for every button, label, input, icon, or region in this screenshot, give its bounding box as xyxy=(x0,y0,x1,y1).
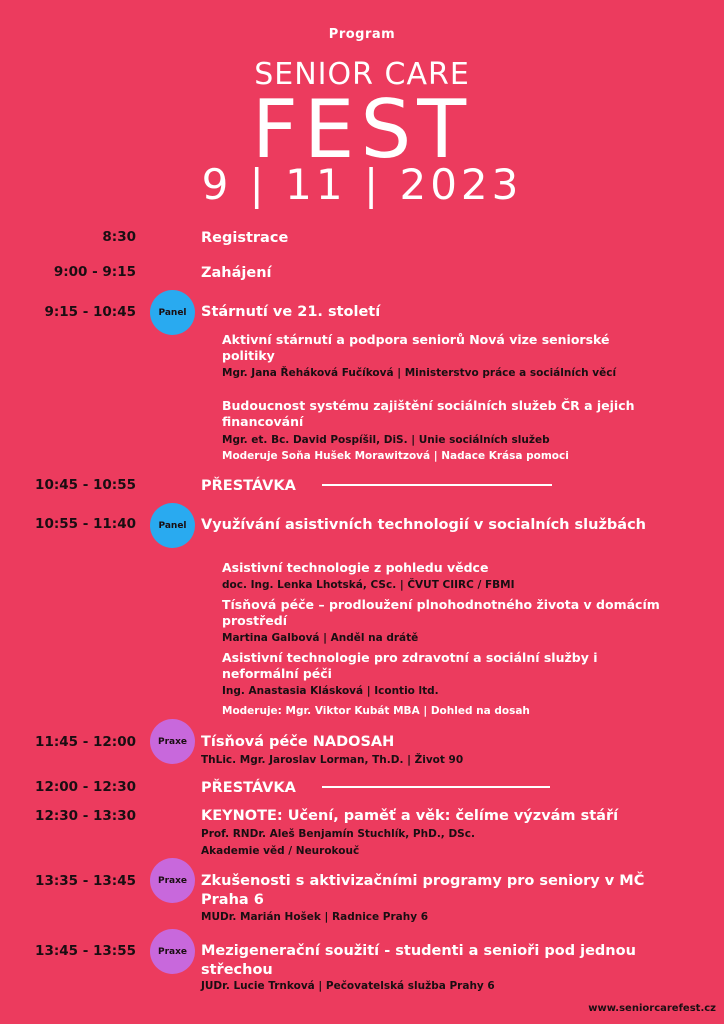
time-registration: 8:30 xyxy=(102,229,136,245)
program-label: Program xyxy=(328,27,396,42)
keynote-speaker: Prof. RNDr. Aleš Benjamín Stuchlík, PhD., DSc. Akademie věd / Neurokouč xyxy=(201,828,475,857)
speaker: MUDr. Marián Hošek | Radnice Prahy 6 xyxy=(201,911,429,923)
speaker: Mgr. Jana Řeháková Fučíková | Ministerstvo práce a sociálních věcí xyxy=(222,367,617,379)
praxe-badge: Praxe xyxy=(150,858,195,903)
item-panel-2-title: Využívání asistivních technologií v socialních službách xyxy=(201,517,646,533)
item-break-1: PŘESTÁVKA xyxy=(201,478,296,494)
panel-badge: Panel xyxy=(150,503,195,548)
time-keynote: 12:30 - 13:30 xyxy=(35,808,136,824)
item-keynote-title: KEYNOTE: Učení, paměť a věk: čelíme výzvám stáří xyxy=(201,808,619,824)
website-link[interactable]: www.seniorcarefest.cz xyxy=(588,1003,716,1014)
praxe-badge: Praxe xyxy=(150,929,195,974)
speaker: Martina Galbová | Anděl na drátě xyxy=(222,632,419,644)
item-panel-1-title: Stárnutí ve 21. století xyxy=(201,304,381,320)
talk-title: Asistivní technologie z pohledu vědce xyxy=(222,560,489,575)
item-break-2: PŘESTÁVKA xyxy=(201,780,296,796)
time-opening: 9:00 - 9:15 xyxy=(53,264,136,280)
time-praxe-3: 13:45 - 13:55 xyxy=(35,943,136,959)
item-praxe-1-title: Tísňová péče NADOSAH xyxy=(201,734,395,750)
item-registration: Registrace xyxy=(201,230,289,246)
panel-badge: Panel xyxy=(150,290,195,335)
speaker: Ing. Anastasia Klásková | Icontio ltd. xyxy=(222,685,439,697)
time-praxe-1: 11:45 - 12:00 xyxy=(35,734,136,750)
item-opening: Zahájení xyxy=(201,265,272,281)
time-praxe-2: 13:35 - 13:45 xyxy=(35,873,136,889)
speaker: JUDr. Lucie Trnková | Pečovatelská služba Prahy 6 xyxy=(201,980,495,992)
event-date: 9 | 11 | 2023 xyxy=(201,160,523,209)
break-divider xyxy=(322,786,550,788)
moderator: Moderuje: Mgr. Viktor Kubát MBA | Dohled na dosah xyxy=(222,705,530,717)
event-title-line2: FEST xyxy=(251,83,473,176)
event-title-line1: SENIOR CARE xyxy=(254,57,470,92)
talk-title: Budoucnost systému zajištění sociálních služeb ČR a jejich financování xyxy=(222,398,635,429)
time-panel-1: 9:15 - 10:45 xyxy=(44,304,136,320)
item-praxe-3-title: Mezigenerační soužití - studenti a senioři pod jednou střechou xyxy=(201,943,636,978)
speaker: Mgr. et. Bc. David Pospíšil, DiS. | Unie sociálních služeb xyxy=(222,434,550,446)
praxe-badge: Praxe xyxy=(150,719,195,764)
talk-title: Asistivní technologie pro zdravotní a sociální služby i neformální péči xyxy=(222,650,598,681)
talk-title: Aktivní stárnutí a podpora seniorů Nová vize seniorské politiky xyxy=(222,332,610,363)
talk-title: Tísňová péče – prodloužení plnohodnotného života v domácím prostředí xyxy=(222,597,660,628)
break-divider xyxy=(322,484,552,486)
speaker: ThLic. Mgr. Jaroslav Lorman, Th.D. | Život 90 xyxy=(201,754,464,766)
time-break-1: 10:45 - 10:55 xyxy=(35,477,136,493)
time-panel-2: 10:55 - 11:40 xyxy=(35,516,136,532)
moderator: Moderuje Soňa Hušek Morawitzová | Nadace Krása pomoci xyxy=(222,450,569,462)
speaker: doc. Ing. Lenka Lhotská, CSc. | ČVUT CIIRC / FBMI xyxy=(222,579,515,591)
item-praxe-2-title: Zkušenosti s aktivizačními programy pro seniory v MČ Praha 6 xyxy=(201,873,645,908)
time-break-2: 12:00 - 12:30 xyxy=(35,779,136,795)
